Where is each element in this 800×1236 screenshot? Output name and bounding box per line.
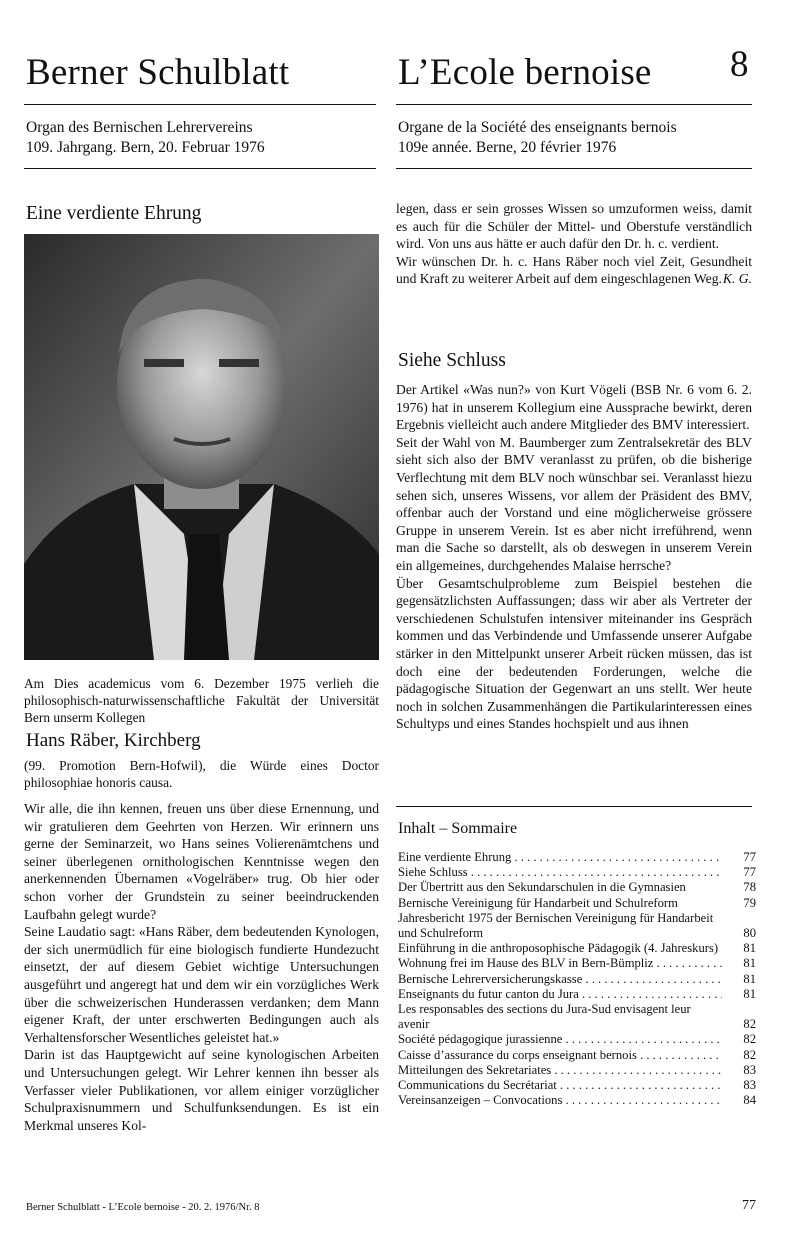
toc-item[interactable]: Les responsables des sections du Jura-Sud envisagent leur avenir 82 (398, 1002, 756, 1032)
page-number: 77 (742, 1198, 756, 1213)
toc-item[interactable]: Wohnung frei im Hause des BLV in Bern-Bümpliz . . . 81 (398, 956, 756, 971)
masthead-rule-left (24, 104, 376, 105)
article1-signature: K. G. (722, 271, 752, 287)
article2-paragraph: Der Artikel «Was nun?» von Kurt Vögeli (BSB Nr. 6 vom 6. 2. 1976) hat in unserem Kollegium eine Aussprache bewirkt, deren Ergebnis vielleicht auch andere Mitglieder des BMV interessiert. (396, 382, 752, 433)
toc-item[interactable]: Communications du Secrétariat . . . 83 (398, 1078, 756, 1093)
toc-item[interactable]: Eine verdiente Ehrung . . . 77 (398, 850, 756, 865)
article1-body (24, 800, 379, 1134)
continuation-paragraph: legen, dass er sein grosses Wissen so umzuformen weiss, damit es auch für die Schüler der Mittel- und Oberstufe verständlich wird. Von uns aus hätte er auch dafür den Dr. h. c. verdient. (396, 201, 752, 252)
toc-item[interactable]: Der Übertritt aus den Sekundarschulen in die Gymnasien 78 (398, 880, 756, 895)
toc-item[interactable]: Jahresbericht 1975 der Bernischen Vereinigung für Handarbeit und Schulreform 80 (398, 910, 756, 941)
honoree-note: (99. Promotion Bern-Hofwil), die Würde eines Doctor philosophiae honoris causa. (24, 758, 379, 790)
continuation-paragraph: Wir wünschen Dr. h. c. Hans Räber noch viel Zeit, Gesundheit und Kraft zu weiterer Arbeit auf dem eingeschlagenen Weg. (396, 253, 752, 287)
subtitle-rule-left (24, 168, 376, 169)
portrait-illustration (24, 234, 379, 660)
article2-paragraph: Seit der Wahl von M. Baumberger zum Zentralsekretär des BLV sieht sich also der BMV veranlasst zu prüfen, ob die bisherige Verflechtung mit dem BLV noch wünschbar sei. Veranlasst hiezu sehen sich, unseres Wissens, vor allem der Präsident des BMV, offenbar auch der Vorstand und eine möglicherweise grössere Gruppe in unserem Verein. Ist es aber nicht irreführend, wenn man die Sache so darstellt, als ob deswegen in unserem Verein ein allgemeines, durchgehendes Malaise herrsche? (396, 434, 752, 573)
subtitle-rule-right (396, 168, 752, 169)
subtitle-fr-1: Organe de la Société des enseignants bernois (398, 119, 677, 136)
issue-number: 8 (730, 44, 749, 85)
toc-item[interactable]: Enseignants du futur canton du Jura . . . 81 (398, 987, 756, 1002)
portrait-photo (24, 234, 379, 660)
subtitle-fr-2: 109e année. Berne, 20 février 1976 (398, 139, 617, 156)
article1-paragraph: Wir alle, die ihn kennen, freuen uns über diese Ernennung, und wir gratulieren dem Geehrten von Herzen. Wir erinnern uns gerne der Seminarzeit, wo Hans seines Volierenämtchens und seiner überlegenen ornithologischen Kenntnisse wegen den anerkennenden Übernamen «Vogelräber» trug. Ob hier oder schon vorher der Grundstein zu seiner beeindruckenden Laufbahn gelegt wurde? (24, 801, 379, 922)
toc-item[interactable]: Caisse d’assurance du corps enseignant bernois . . . 82 (398, 1048, 756, 1063)
subtitle-de-2: 109. Jahrgang. Bern, 20. Februar 1976 (26, 139, 265, 156)
subtitle-de-1: Organ des Bernischen Lehrervereins (26, 119, 253, 136)
photo-caption: Am Dies academicus vom 6. Dezember 1975 verlieh die philosophisch-naturwissenschaftliche Fakultät der Universität Bern unserm Kollegen (24, 676, 379, 725)
toc-item[interactable]: Einführung in die anthroposophische Pädagogik (4. Jahreskurs) 81 (398, 941, 756, 956)
article2-body (396, 381, 752, 733)
honoree-name: Hans Räber, Kirchberg (26, 730, 201, 751)
toc-item[interactable]: Société pédagogique jurassienne . . . 82 (398, 1032, 756, 1047)
toc-item[interactable]: Siehe Schluss . . . 77 (398, 865, 756, 880)
article2-heading: Siehe Schluss (398, 350, 506, 371)
toc-item[interactable]: Bernische Vereinigung für Handarbeit und Schulreform 79 (398, 895, 756, 910)
masthead-rule-right (396, 104, 752, 105)
toc-title: Inhalt – Sommaire (398, 820, 518, 837)
masthead-title-de: Berner Schulblatt (26, 52, 290, 93)
article1-continuation (396, 200, 752, 288)
toc-list (398, 850, 756, 1108)
toc-item[interactable]: Vereinsanzeigen – Convocations . . . 84 (398, 1093, 756, 1108)
footer-credit: Berner Schulblatt - L’Ecole bernoise - 20. 2. 1976/Nr. 8 (26, 1202, 260, 1213)
article1-paragraph: Seine Laudatio sagt: «Hans Räber, dem bedeutenden Kynologen, der sich unermüdlich für eine biologisch fundierte Hundezucht einsetzt, der auf diesem Gebiet wichtige Untersuchungen ausgeführt und angeregt hat und dem wir ein vorzügliches Werk über die schweizerischen Hunderassen verdanken; dem Mann eigener Kraft, der unter erschwerten Bedingungen auch als Verhaltensforscher Wesentliches geleistet hat.» (24, 924, 379, 1045)
toc-rule (396, 806, 752, 807)
article1-paragraph: Darin ist das Hauptgewicht auf seine kynologischen Arbeiten und Untersuchungen gelegt. Wir Lehrer kennen ihn besser als Verfasser vieler Publikationen, vor allem einiger vorzüglicher Schulpraxisnummern und Schulfunksendungen. Es ist ein Merkmal unseres Kol- (24, 1047, 379, 1133)
article2-paragraph: Über Gesamtschulprobleme zum Beispiel bestehen die gegensätzlichsten Auffassungen; dass wir aber als Vertreter der verschiedenen Schulstufen intensiver miteinander ins Gespräch kommen und das Verbindende und Umfassende unserer Aufgabe stärker in den Mittelpunkt unserer Arbeit rücken müssen, das ist doch eine der bedeutenden Forderungen, welche die pädagogische Situation der Gegenwart an uns stellt. Wer heute noch in solchen Zusammenhängen die Partikularinteressen eines Schultyps und eines Standes hochspielt und aus ihnen (396, 575, 752, 732)
toc-item[interactable]: Mitteilungen des Sekretariates . . . 83 (398, 1063, 756, 1078)
toc-item[interactable]: Bernische Lehrerversicherungskasse . . . 81 (398, 972, 756, 987)
article1-heading: Eine verdiente Ehrung (26, 203, 202, 224)
masthead-title-fr: L’Ecole bernoise (398, 52, 652, 93)
